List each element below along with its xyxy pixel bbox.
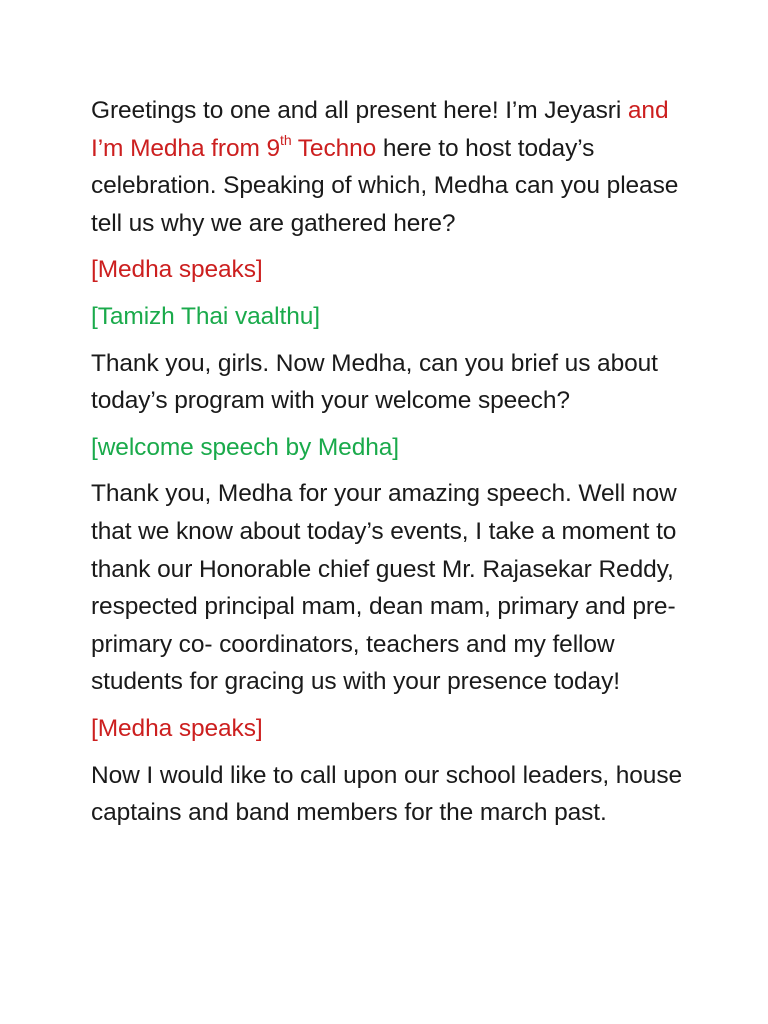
paragraph-march-past: Now I would like to call upon our school leaders, house captains and band members for the march past. — [91, 761, 683, 827]
greeting-intro-text: Greetings to one and all present here! I’m Jeyasri — [91, 97, 628, 124]
ordinal-superscript: th — [280, 132, 292, 149]
paragraph-greeting — [91, 92, 691, 242]
document-page — [91, 92, 691, 841]
medha-intro-part-b: Techno — [291, 134, 377, 162]
paragraph-thanks-guests: Thank you, Medha for your amazing speech. Well now that we know about today’s events, I take a moment to thank our Honorable chief guest Mr. Rajasekar Reddy, respected principal mam, dean mam, primary and pre-primary co- coordinators, teachers and my fellow students for gracing us with your presence today! — [91, 480, 677, 696]
greeting-rest-text: here to host today’s celebration. Speaking of which, Medha can you please tell us why we are gathered here? — [91, 134, 679, 237]
cue-tamizh-thai-vaalthu: [Tamizh Thai vaalthu] — [91, 302, 320, 330]
paragraph-brief-request: Thank you, girls. Now Medha, can you brief us about today’s program with your welcome speech? — [91, 349, 658, 415]
cue-welcome-speech: [welcome speech by Medha] — [91, 433, 399, 461]
cue-medha-speaks-2: [Medha speaks] — [91, 714, 263, 742]
medha-intro-part-a: and I’m Medha from 9 — [91, 97, 669, 162]
cue-medha-speaks-1: [Medha speaks] — [91, 256, 263, 284]
